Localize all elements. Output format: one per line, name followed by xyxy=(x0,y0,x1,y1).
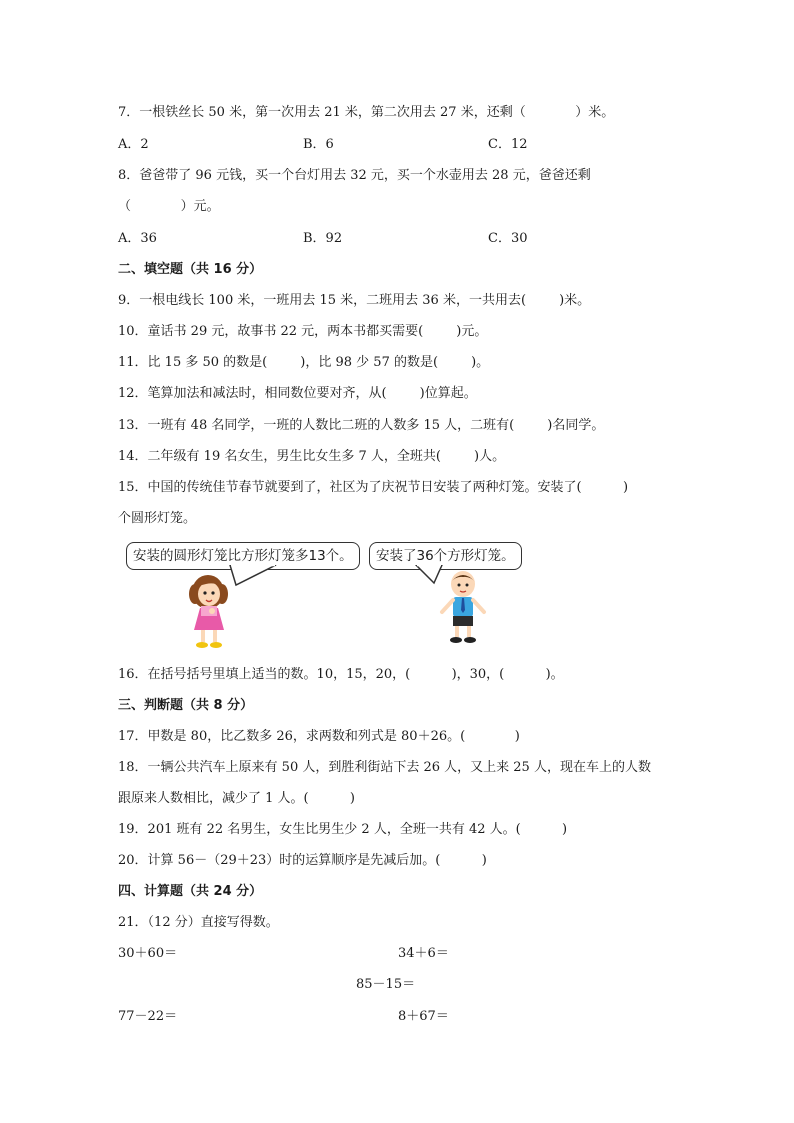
calc-item: 85－15＝ xyxy=(356,977,416,992)
question-10: 10．童话书 29 元，故事书 22 元，两本书都买需要( )元。 xyxy=(118,324,488,339)
boy-speech-bubble: 安装了36个方形灯笼。 xyxy=(369,542,522,570)
section-title-fill-blank: 二、填空题（共 16 分） xyxy=(118,262,263,277)
question-17: 17．甲数是 80，比乙数多 26，求两数和列式是 80＋26。( ) xyxy=(118,729,520,744)
girl-bubble-tail xyxy=(228,565,308,587)
question-18: 18．一辆公共汽车上原来有 50 人，到胜利街站下去 26 人，又上来 25 人，现在车上的人数 xyxy=(118,760,651,775)
section-title-calculation: 四、计算题（共 24 分） xyxy=(118,884,263,899)
q8-option-a: A．36 xyxy=(118,231,157,246)
question-8-cont: （ ）元。 xyxy=(118,199,220,214)
question-15-cont: 个圆形灯笼。 xyxy=(118,511,197,526)
question-21: 21．（12 分）直接写得数。 xyxy=(118,915,279,930)
girl-speech-bubble: 安装的圆形灯笼比方形灯笼多13个。 xyxy=(126,542,360,570)
question-8: 8．爸爸带了 96 元钱，买一个台灯用去 32 元，买一个水壶用去 28 元，爸爸还剩 xyxy=(118,168,591,183)
q8-option-c: C．30 xyxy=(488,231,528,246)
girl-illustration xyxy=(186,570,236,652)
q7-option-a: A．2 xyxy=(118,137,149,152)
q7-option-b: B．6 xyxy=(303,137,334,152)
q7-option-c: C．12 xyxy=(488,137,528,152)
q8-option-b: B．92 xyxy=(303,231,343,246)
section-title-true-false: 三、判断题（共 8 分） xyxy=(118,698,254,713)
calc-item: 8＋67＝ xyxy=(398,1009,449,1024)
boy-illustration xyxy=(438,568,488,646)
question-20: 20．计算 56－（29＋23）时的运算顺序是先减后加。( ) xyxy=(118,853,487,868)
question-19: 19．201 班有 22 名男生，女生比男生少 2 人，全班一共有 42 人。( ) xyxy=(118,822,568,837)
calc-item: 77－22＝ xyxy=(118,1009,178,1024)
question-18-cont: 跟原来人数相比，减少了 1 人。( ) xyxy=(118,791,356,806)
calc-item: 34＋6＝ xyxy=(398,946,449,961)
question-7: 7．一根铁丝长 50 米，第一次用去 21 米，第二次用去 27 米，还剩（ ）米。 xyxy=(118,105,615,120)
question-15: 15．中国的传统佳节春节就要到了，社区为了庆祝节日安装了两种灯笼。安装了( ) xyxy=(118,480,629,495)
question-9: 9．一根电线长 100 米，一班用去 15 米，二班用去 36 米，一共用去( )米。 xyxy=(118,293,591,308)
calc-item: 30＋60＝ xyxy=(118,946,178,961)
question-11: 11．比 15 多 50 的数是( )，比 98 少 57 的数是( )。 xyxy=(118,355,490,370)
question-13: 13．一班有 48 名同学，一班的人数比二班的人数多 15 人，二班有( )名同学。 xyxy=(118,418,605,433)
question-16: 16．在括号括号里填上适当的数。10，15，20，( )，30，( )。 xyxy=(118,667,564,682)
question-14: 14．二年级有 19 名女生，男生比女生多 7 人，全班共( )人。 xyxy=(118,449,506,464)
question-12: 12．笔算加法和减法时，相同数位要对齐，从( )位算起。 xyxy=(118,386,477,401)
